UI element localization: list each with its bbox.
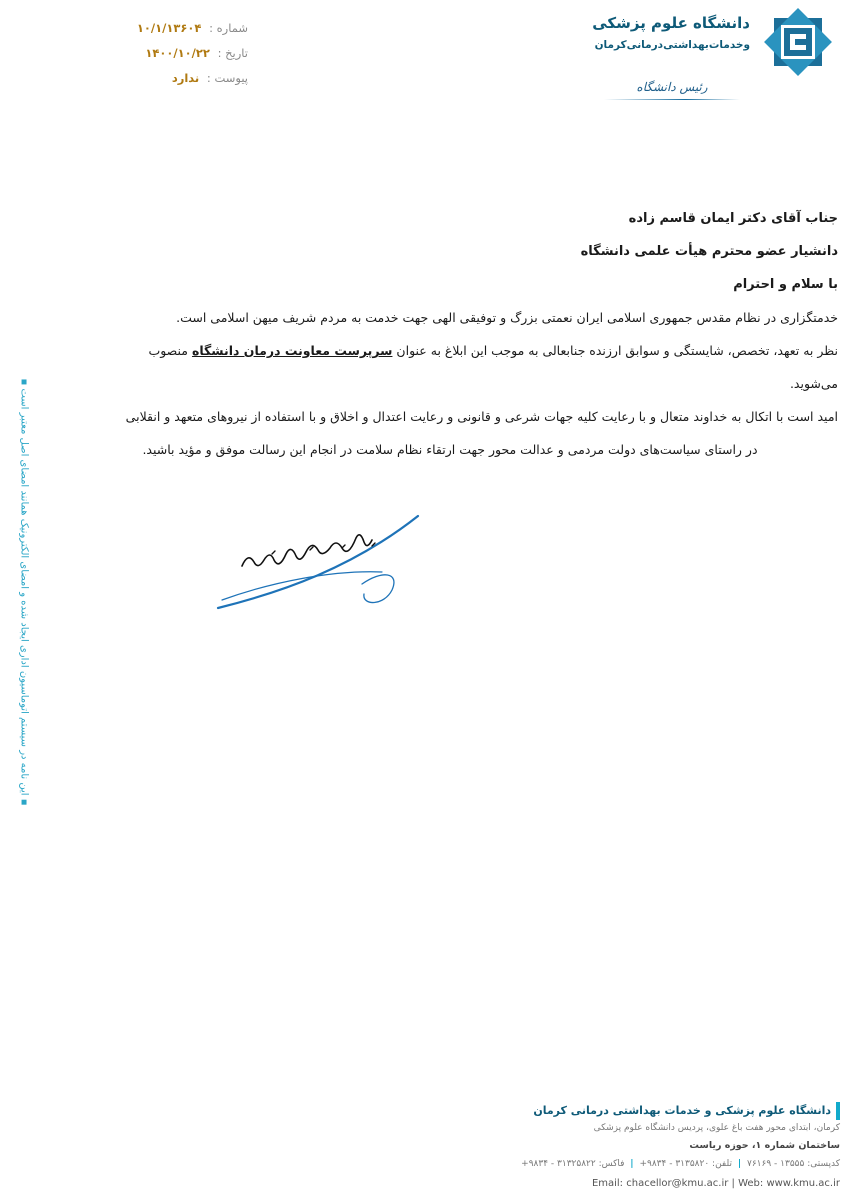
footer-postal-code: کدپستی: ۱۳۵۵۵ - ۷۶۱۶۹ <box>747 1159 840 1169</box>
letter-body <box>62 202 838 466</box>
paragraph-1: خدمتگزاری در نظام مقدس جمهوری اسلامی ایران نعمتی بزرگ و توفیقی الهی جهت خدمت به مردم شریف میهن اسلامی است. <box>176 310 838 325</box>
recipient-title: دانشیار عضو محترم هیأت علمی دانشگاه <box>580 244 838 259</box>
university-emblem-icon <box>760 2 836 82</box>
side-note-text: ▪ این نامه در سیستم اتوماسیون اداری ایجاد شده و امضای الکترونیک همانند امضای اصل معتبر است ▪ <box>18 378 30 806</box>
meta-date-label: تاریخ : <box>217 46 248 60</box>
meta-attachment-value: ندارد <box>171 71 200 85</box>
footer <box>420 1102 840 1194</box>
paragraph-2-end: می‌شوید. <box>789 376 838 391</box>
signature <box>212 510 426 618</box>
footer-fax: فاکس: ۳۱۳۲۵۸۲۲ - ۹۸۳۴+ <box>521 1159 625 1169</box>
footer-contact-line <box>420 1154 840 1174</box>
meta-date-row <box>136 41 248 66</box>
footer-separator: | <box>737 1159 742 1169</box>
greeting: با سلام و احترام <box>733 277 838 292</box>
paragraph-2-text: نظر به تعهد، تخصص، شایستگی و سوابق ارزنده جنابعالی به موجب این ابلاغ به عنوان <box>392 343 838 358</box>
paragraph-3-end: در راستای سیاست‌های دولت مردمی و عدالت محور جهت ارتقاء نظام سلامت در انجام این رسالت موفق و مؤید باشید. <box>142 442 758 457</box>
footer-building: ساختمان شماره ۱، حوزه ریاست <box>689 1140 840 1151</box>
meta-number-label: شماره : <box>209 21 248 35</box>
meta-number-value: ۱۰/۱/۱۳۶۰۴ <box>136 21 202 35</box>
office-underline <box>604 99 740 100</box>
meta-date-value: ۱۴۰۰/۱۰/۲۲ <box>145 46 210 60</box>
paragraph-2 <box>62 334 838 367</box>
meta-attachment-row <box>136 66 248 91</box>
paragraph-2-tail: منصوب <box>148 343 192 358</box>
footer-org-name: دانشگاه علوم پزشکی و خدمات بهداشتی درمانی کرمان <box>420 1102 840 1120</box>
side-note-vertical <box>8 374 40 810</box>
footer-address: کرمان، ابتدای محور هفت باغ علوی، پردیس دانشگاه علوم پزشکی <box>593 1123 840 1133</box>
meta-attachment-label: پیوست : <box>206 71 248 85</box>
footer-phone: تلفن: ۳۱۳۵۸۲۰ - ۹۸۳۴+ <box>639 1159 732 1169</box>
recipient-name: جناب آقای دکتر ایمان قاسم زاده <box>628 211 838 226</box>
org-subtitle: وخدمات‌بهداشتی‌درمانی‌کرمان <box>594 39 750 51</box>
footer-separator: | <box>630 1159 634 1169</box>
office-title-block <box>604 74 740 104</box>
appointment-position: سرپرست معاونت درمان دانشگاه <box>191 343 393 358</box>
org-name: دانشگاه علوم پزشکی <box>592 14 750 32</box>
paragraph-3: امید است با اتکال به خداوند متعال و با رعایت کلیه جهات شرعی و قانونی و رعایت اعتدال و اخلاق و با استفاده از نیروهای متعهد و انقلابی <box>125 409 838 424</box>
letter-metadata <box>136 16 248 91</box>
footer-email-web: Email: chacellor@kmu.ac.ir | Web: www.kmu.ac.ir <box>591 1178 840 1189</box>
letterhead <box>592 0 836 110</box>
office-title: رئیس دانشگاه <box>636 80 708 94</box>
meta-number-row <box>136 16 248 41</box>
